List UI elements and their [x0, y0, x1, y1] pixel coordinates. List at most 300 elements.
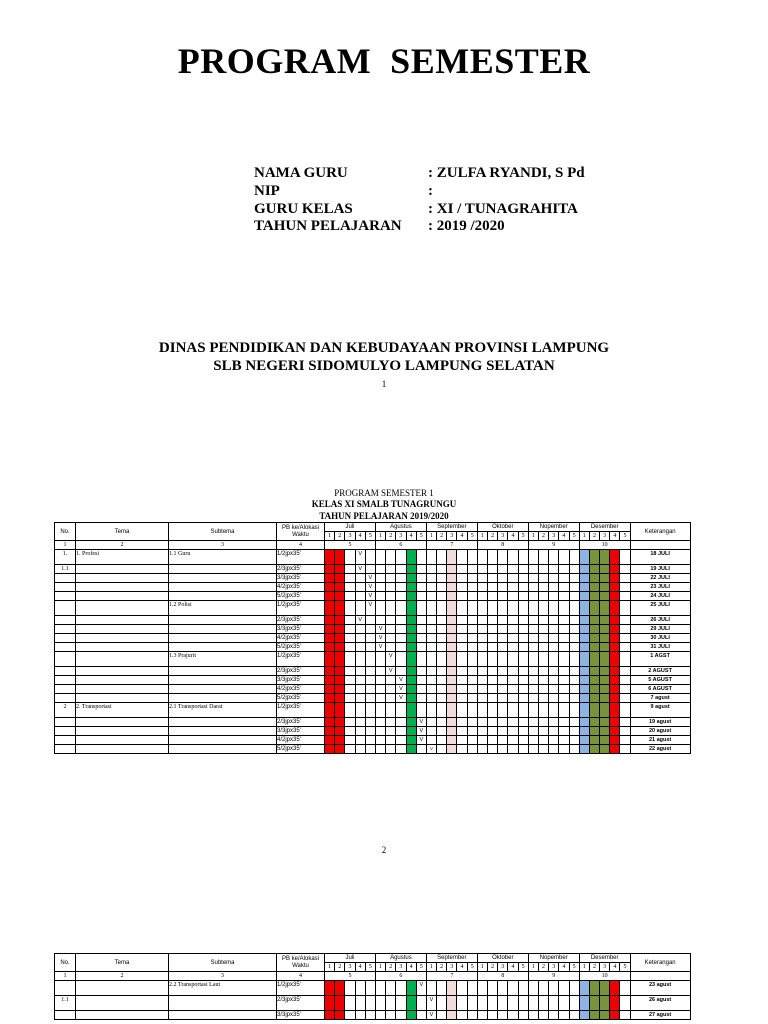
nip-value: :: [428, 183, 433, 199]
week-cell: [508, 981, 518, 996]
row-no: [55, 616, 76, 625]
week-cell: [345, 694, 355, 703]
week-cell: [498, 634, 508, 643]
week-cell: [559, 565, 569, 574]
week-cell: [457, 652, 467, 667]
row-tema: [76, 565, 169, 574]
week-cell: [437, 667, 447, 676]
week-cell: [406, 685, 416, 694]
week-cell: [447, 625, 457, 634]
week-cell: [457, 736, 467, 745]
week-cell: [498, 574, 508, 583]
week-cell: [620, 703, 630, 718]
row-pb: 3/3jpx35': [277, 574, 325, 583]
week-cell: [325, 727, 335, 736]
week-cell: [600, 727, 610, 736]
week-cell: [600, 996, 610, 1011]
week-cell: [549, 703, 559, 718]
table-row: [55, 574, 691, 583]
row-subtema: [169, 625, 277, 634]
index-cell: 8: [477, 972, 528, 981]
header-week: 3: [396, 532, 406, 541]
week-cell: [375, 574, 385, 583]
week-cell: [396, 718, 406, 727]
week-cell: [375, 592, 385, 601]
week-cell: [416, 574, 426, 583]
week-check: V: [416, 727, 426, 736]
week-check: V: [386, 667, 396, 676]
week-cell: [467, 745, 477, 754]
row-tema: [76, 685, 169, 694]
week-cell: [518, 667, 528, 676]
week-cell: [477, 625, 487, 634]
week-cell: [518, 727, 528, 736]
week-cell: [457, 981, 467, 996]
week-cell: [325, 550, 335, 565]
week-cell: [620, 736, 630, 745]
week-cell: [477, 676, 487, 685]
week-cell: [416, 667, 426, 676]
header-week: 5: [569, 963, 579, 972]
week-cell: [528, 685, 538, 694]
row-keterangan: 30 JULI: [630, 634, 690, 643]
week-cell: [335, 703, 345, 718]
week-cell: [406, 996, 416, 1011]
week-cell: [345, 616, 355, 625]
week-cell: [345, 550, 355, 565]
week-cell: [375, 1011, 385, 1020]
week-cell: [589, 996, 599, 1011]
week-cell: [508, 703, 518, 718]
week-cell: [508, 550, 518, 565]
header-week: 3: [600, 963, 610, 972]
week-cell: [406, 550, 416, 565]
week-cell: [528, 676, 538, 685]
week-cell: [538, 703, 548, 718]
week-cell: [508, 996, 518, 1011]
week-cell: [528, 736, 538, 745]
week-check: V: [355, 616, 365, 625]
week-cell: [447, 996, 457, 1011]
week-cell: [579, 583, 589, 592]
week-cell: [549, 625, 559, 634]
week-cell: [528, 565, 538, 574]
week-cell: [528, 652, 538, 667]
week-cell: [518, 745, 528, 754]
header-week: 3: [549, 532, 559, 541]
week-check: V: [426, 1011, 436, 1020]
week-cell: [508, 718, 518, 727]
row-no: [55, 574, 76, 583]
header-week: 5: [416, 963, 426, 972]
row-subtema: [169, 592, 277, 601]
week-cell: [375, 736, 385, 745]
tahun-pelajaran-value: : 2019 /2020: [428, 218, 505, 234]
row-pb: 1/2jpx35': [277, 601, 325, 616]
header-week: 1: [325, 963, 335, 972]
week-cell: [416, 583, 426, 592]
header-week: 2: [538, 532, 548, 541]
header-week: 3: [345, 532, 355, 541]
header-week: 2: [589, 532, 599, 541]
week-cell: [488, 736, 498, 745]
week-cell: [569, 676, 579, 685]
header-week: 1: [325, 532, 335, 541]
week-cell: [508, 694, 518, 703]
week-cell: [579, 592, 589, 601]
week-check: V: [365, 592, 375, 601]
week-cell: [508, 745, 518, 754]
week-cell: [365, 652, 375, 667]
week-cell: [396, 634, 406, 643]
header-month: Oktober: [477, 954, 528, 963]
week-cell: [579, 643, 589, 652]
row-tema: 1. Profesi: [76, 550, 169, 565]
week-cell: [508, 583, 518, 592]
week-cell: [437, 583, 447, 592]
header-week: 5: [518, 532, 528, 541]
row-tema: [76, 643, 169, 652]
week-cell: [549, 565, 559, 574]
header-month: September: [426, 954, 477, 963]
week-cell: [620, 550, 630, 565]
week-cell: [477, 634, 487, 643]
week-cell: [610, 736, 620, 745]
week-cell: [569, 643, 579, 652]
row-tema: [76, 652, 169, 667]
week-cell: [335, 634, 345, 643]
week-cell: [528, 592, 538, 601]
week-cell: [437, 736, 447, 745]
week-cell: [447, 727, 457, 736]
index-cell: [630, 972, 690, 981]
week-cell: [569, 616, 579, 625]
week-cell: [416, 592, 426, 601]
week-cell: [325, 685, 335, 694]
week-cell: [447, 685, 457, 694]
header-week: 4: [559, 963, 569, 972]
header-week: 2: [386, 532, 396, 541]
week-cell: [335, 736, 345, 745]
table-row: [55, 996, 691, 1011]
header-week: 5: [569, 532, 579, 541]
week-cell: [386, 981, 396, 996]
week-cell: [335, 565, 345, 574]
week-cell: [386, 694, 396, 703]
week-cell: [406, 574, 416, 583]
week-cell: [426, 652, 436, 667]
week-cell: [508, 625, 518, 634]
row-subtema: [169, 667, 277, 676]
week-cell: [549, 574, 559, 583]
week-cell: [375, 583, 385, 592]
week-cell: [447, 565, 457, 574]
row-pb: 1/2jpx35': [277, 652, 325, 667]
row-no: 1.: [55, 550, 76, 565]
week-cell: [406, 616, 416, 625]
week-cell: [559, 981, 569, 996]
row-subtema: 2.1 Transportasi Darat: [169, 703, 277, 718]
week-cell: [325, 667, 335, 676]
row-no: [55, 981, 76, 996]
week-cell: [518, 550, 528, 565]
week-cell: [518, 592, 528, 601]
week-cell: [335, 676, 345, 685]
week-cell: [447, 643, 457, 652]
week-cell: [600, 583, 610, 592]
week-cell: [579, 550, 589, 565]
row-pb: 3/3jpx35': [277, 676, 325, 685]
week-check: V: [386, 652, 396, 667]
week-cell: [457, 676, 467, 685]
week-cell: [457, 667, 467, 676]
week-cell: [569, 550, 579, 565]
table-subtitle-1: PROGRAM SEMESTER 1: [334, 488, 434, 498]
header-month: Juli: [325, 954, 376, 963]
week-cell: [600, 550, 610, 565]
week-cell: [426, 685, 436, 694]
week-cell: [467, 718, 477, 727]
table-subtitle-3: TAHUN PELAJARAN 2019/2020: [319, 511, 449, 521]
week-cell: [538, 694, 548, 703]
week-cell: [467, 667, 477, 676]
week-cell: [528, 667, 538, 676]
week-cell: [426, 736, 436, 745]
header-week: 3: [447, 963, 457, 972]
week-cell: [600, 616, 610, 625]
week-cell: [467, 685, 477, 694]
week-cell: [355, 592, 365, 601]
week-cell: [345, 981, 355, 996]
week-cell: [375, 694, 385, 703]
row-no: 1.1: [55, 996, 76, 1011]
week-cell: [559, 703, 569, 718]
row-subtema: [169, 996, 277, 1011]
week-cell: [325, 574, 335, 583]
week-cell: [549, 745, 559, 754]
week-cell: [355, 601, 365, 616]
week-cell: [416, 676, 426, 685]
header-month: September: [426, 523, 477, 532]
week-cell: [375, 550, 385, 565]
week-cell: [528, 996, 538, 1011]
week-cell: [579, 981, 589, 996]
week-cell: [610, 592, 620, 601]
week-cell: [518, 694, 528, 703]
header-week: 4: [355, 963, 365, 972]
week-cell: [538, 981, 548, 996]
week-cell: [437, 1011, 447, 1020]
week-cell: [528, 718, 538, 727]
page-number-2: 2: [381, 845, 387, 855]
week-cell: [600, 685, 610, 694]
week-cell: [538, 667, 548, 676]
week-cell: [549, 1011, 559, 1020]
header-week: 3: [498, 963, 508, 972]
row-no: [55, 736, 76, 745]
week-cell: [488, 685, 498, 694]
week-cell: [396, 550, 406, 565]
week-cell: [426, 574, 436, 583]
guru-kelas-label: GURU KELAS: [254, 201, 353, 217]
row-subtema: [169, 616, 277, 625]
row-keterangan: 22 JULI: [630, 574, 690, 583]
week-cell: [396, 1011, 406, 1020]
week-cell: [488, 981, 498, 996]
week-cell: [406, 592, 416, 601]
week-cell: [345, 592, 355, 601]
row-pb: 2/3jpx35': [277, 718, 325, 727]
week-cell: [528, 625, 538, 634]
week-cell: [620, 667, 630, 676]
week-cell: [406, 1011, 416, 1020]
week-cell: [589, 643, 599, 652]
row-pb: 5/2jpx35': [277, 694, 325, 703]
week-cell: [508, 727, 518, 736]
week-cell: [335, 652, 345, 667]
row-subtema: [169, 1011, 277, 1020]
week-cell: [518, 981, 528, 996]
table-row: [55, 616, 691, 625]
row-no: [55, 694, 76, 703]
week-cell: [620, 981, 630, 996]
row-tema: [76, 583, 169, 592]
week-cell: [335, 583, 345, 592]
week-cell: [600, 592, 610, 601]
index-cell: 6: [375, 972, 426, 981]
week-cell: [457, 574, 467, 583]
week-cell: [569, 694, 579, 703]
row-keterangan: 21 agust: [630, 736, 690, 745]
week-cell: [457, 1011, 467, 1020]
week-cell: [528, 583, 538, 592]
week-check: [416, 703, 426, 718]
header-week: 2: [488, 532, 498, 541]
week-cell: [498, 676, 508, 685]
index-cell: 1: [55, 972, 76, 981]
row-pb: 2/3jpx35': [277, 565, 325, 574]
row-keterangan: 25 JULI: [630, 601, 690, 616]
week-cell: [477, 996, 487, 1011]
week-cell: [426, 703, 436, 718]
week-cell: [345, 643, 355, 652]
week-cell: [477, 685, 487, 694]
row-subtema: [169, 685, 277, 694]
week-cell: [600, 1011, 610, 1020]
week-cell: [569, 634, 579, 643]
week-cell: [325, 1011, 335, 1020]
week-cell: [365, 736, 375, 745]
week-cell: [559, 694, 569, 703]
week-cell: [325, 718, 335, 727]
header-week: 5: [620, 963, 630, 972]
week-cell: [488, 745, 498, 754]
week-cell: [437, 574, 447, 583]
header-subtema: Subtema: [169, 523, 277, 541]
week-cell: [375, 996, 385, 1011]
index-cell: 5: [325, 972, 376, 981]
week-cell: [559, 745, 569, 754]
week-cell: [467, 643, 477, 652]
row-subtema: 2.2 Transportasi Laut: [169, 981, 277, 996]
week-cell: [559, 652, 569, 667]
week-cell: [508, 643, 518, 652]
week-cell: [477, 652, 487, 667]
week-cell: [335, 625, 345, 634]
week-cell: [488, 643, 498, 652]
week-cell: [477, 981, 487, 996]
week-cell: [365, 718, 375, 727]
week-cell: [345, 745, 355, 754]
week-cell: [589, 550, 599, 565]
week-cell: [457, 694, 467, 703]
row-pb: 4/2jpx35': [277, 583, 325, 592]
table-row: [55, 667, 691, 676]
week-cell: [579, 574, 589, 583]
week-cell: [569, 601, 579, 616]
row-pb: 3/3jpx35': [277, 1011, 325, 1020]
row-tema: [76, 601, 169, 616]
row-keterangan: 26 JULI: [630, 616, 690, 625]
week-cell: [549, 996, 559, 1011]
week-cell: [457, 616, 467, 625]
week-cell: [589, 736, 599, 745]
table-row: [55, 676, 691, 685]
table-row: [55, 727, 691, 736]
week-cell: [498, 736, 508, 745]
week-cell: [386, 601, 396, 616]
week-cell: [345, 583, 355, 592]
week-cell: [569, 1011, 579, 1020]
week-cell: [406, 745, 416, 754]
week-cell: [426, 727, 436, 736]
week-cell: [447, 652, 457, 667]
row-pb: 2/3jpx35': [277, 667, 325, 676]
week-cell: [498, 685, 508, 694]
week-cell: [447, 616, 457, 625]
header-week: 3: [600, 532, 610, 541]
week-cell: [365, 625, 375, 634]
week-cell: [518, 574, 528, 583]
header-week: 4: [610, 532, 620, 541]
week-cell: [508, 736, 518, 745]
header-week: 5: [416, 532, 426, 541]
week-cell: [538, 616, 548, 625]
row-subtema: 1.2 Polisi: [169, 601, 277, 616]
row-tema: [76, 625, 169, 634]
row-no: [55, 1011, 76, 1020]
week-cell: [589, 652, 599, 667]
week-cell: [355, 676, 365, 685]
week-cell: [620, 583, 630, 592]
week-cell: [518, 583, 528, 592]
week-cell: [589, 667, 599, 676]
week-cell: [426, 583, 436, 592]
row-pb: 4/2jpx35': [277, 634, 325, 643]
week-cell: [467, 574, 477, 583]
week-cell: [488, 694, 498, 703]
header-month: Desember: [579, 523, 630, 532]
header-week: 1: [528, 963, 538, 972]
week-cell: [325, 676, 335, 685]
week-cell: [610, 676, 620, 685]
week-cell: [620, 694, 630, 703]
nip-label: NIP: [254, 183, 280, 199]
row-pb: 2/3jpx35': [277, 996, 325, 1011]
week-cell: [365, 565, 375, 574]
week-cell: [396, 996, 406, 1011]
week-cell: [375, 703, 385, 718]
